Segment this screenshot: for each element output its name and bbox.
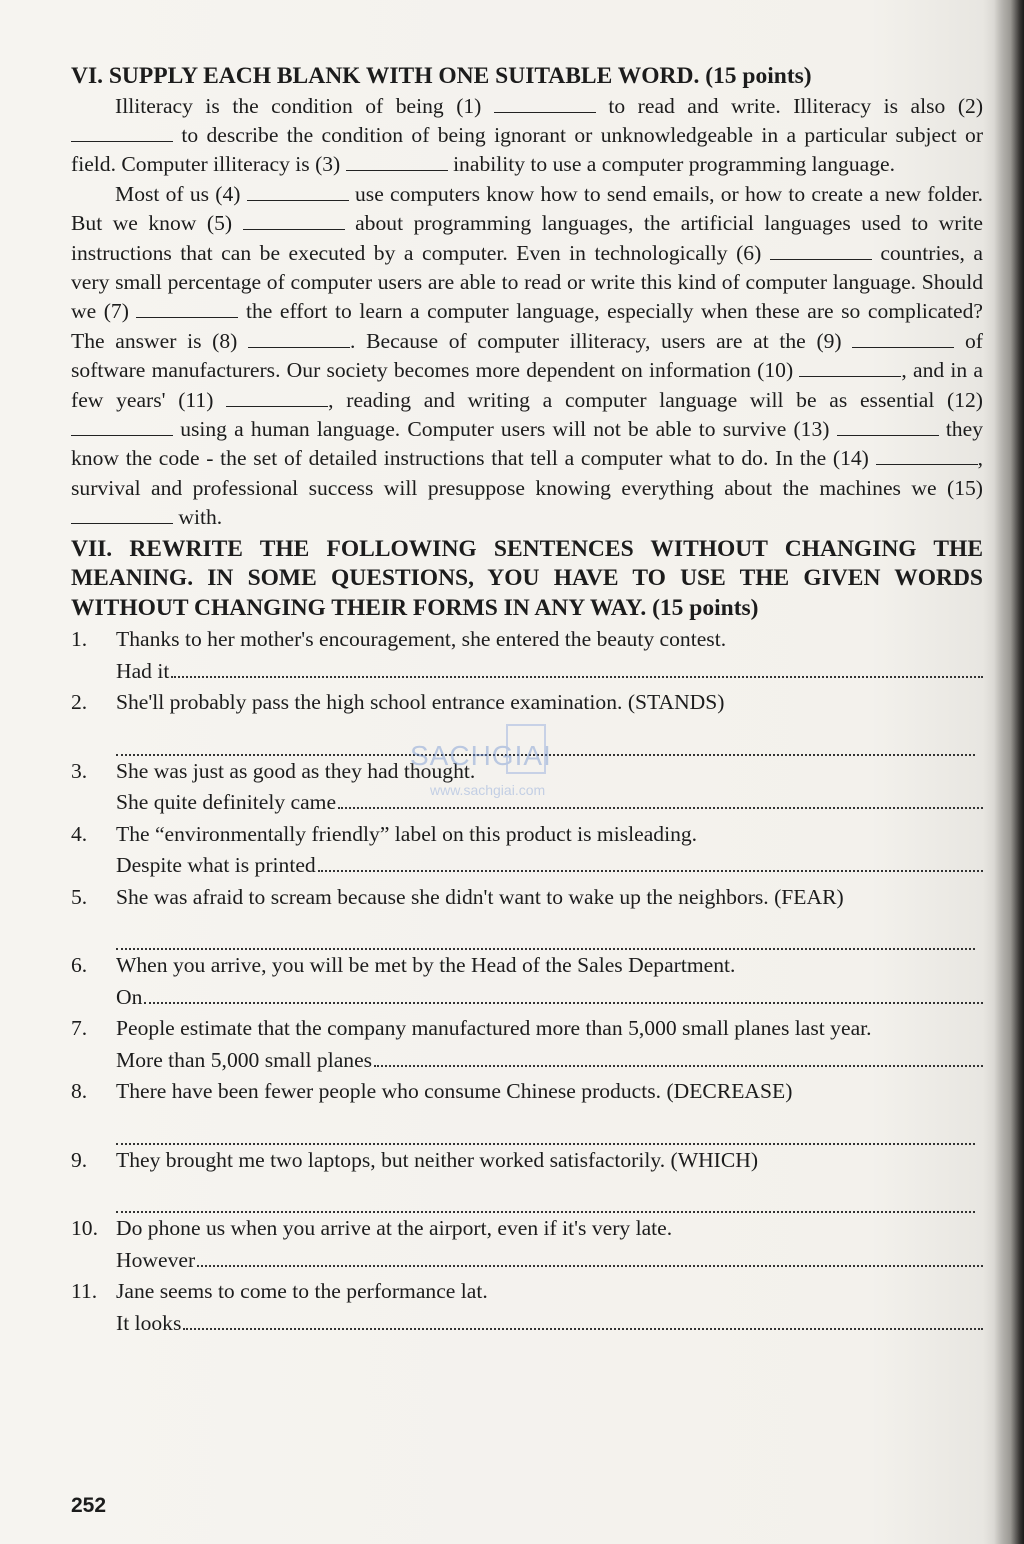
paragraph-text: use computers know how to send emails, or how to create a new folder. But we know (5) <box>71 181 984 236</box>
blank-7[interactable] <box>136 301 238 318</box>
answer-line[interactable] <box>183 1310 983 1330</box>
exercise-sentence: Jane seems to come to the performance lat. <box>116 1279 488 1304</box>
blank-4[interactable] <box>247 184 349 201</box>
exercise-number: 11. <box>71 1279 98 1304</box>
exercise-body <box>116 1276 983 1339</box>
answer-prompt: However <box>116 1247 196 1272</box>
section-7-heading: VII. REWRITE THE FOLLOWING SENTENCES WITHOUT CHANGING THE MEANING. IN SOME QUESTIONS, YOU HAVE TO USE THE GIVEN WORDS WITHOUT CHANGING THEIR FORMS IN ANY WAY. (15 points) <box>71 535 983 621</box>
paragraph-text: countries, a very small percentage of computer users are able to read or write this kind of computer language. Should we (7) <box>71 240 983 324</box>
blank-14[interactable] <box>876 448 978 465</box>
blank-12[interactable] <box>71 419 173 436</box>
paragraph-text: . Because of computer illiteracy, users are at the (9) <box>350 328 842 353</box>
exercise-body <box>116 882 983 951</box>
blank-13[interactable] <box>837 419 939 436</box>
answer-prompt: Despite what is printed <box>116 853 316 878</box>
exercise-number: 4. <box>71 821 88 846</box>
paragraph-text: inability to use a computer programming language. <box>453 152 896 177</box>
exercise-number: 2. <box>71 690 88 715</box>
paragraph-text: Most of us (4) <box>115 181 241 206</box>
exercise-body <box>116 950 983 1013</box>
paragraph-text: using a human language. Computer users will not be able to survive (13) <box>180 416 830 441</box>
exercise-item <box>71 882 983 951</box>
answer-prompt: It looks <box>116 1310 182 1335</box>
section-6-paragraph-2 <box>71 180 983 533</box>
exercise-sentence: She was just as good as they had thought. <box>116 758 476 783</box>
exercise-body <box>116 819 983 882</box>
exercise-number: 1. <box>71 627 88 652</box>
answer-line[interactable] <box>374 1047 983 1067</box>
paragraph-text: of software manufacturers. Our society becomes more dependent on information (10) <box>71 328 983 383</box>
exercise-sentence: Do phone us when you arrive at the airport, even if it's very late. <box>116 1216 673 1241</box>
exercise-body <box>116 1213 983 1276</box>
answer-line[interactable] <box>116 913 975 950</box>
blank-10[interactable] <box>799 360 901 377</box>
answer-line[interactable] <box>116 1108 975 1145</box>
paragraph-text: Illiteracy is the condition of being (1) <box>115 93 482 118</box>
exercise-item <box>71 624 983 687</box>
exercise-body <box>116 1145 983 1214</box>
exercise-number: 10. <box>71 1216 98 1241</box>
blank-2[interactable] <box>71 125 173 142</box>
section-6-heading: VI. SUPPLY EACH BLANK WITH ONE SUITABLE WORD. (15 points) <box>71 63 812 89</box>
answer-row <box>116 1308 983 1340</box>
exercise-body <box>116 624 983 687</box>
blank-8[interactable] <box>248 331 350 348</box>
blank-9[interactable] <box>852 331 954 348</box>
watermark-logo <box>410 722 620 812</box>
watermark-text: SACHGIAI <box>410 740 552 771</box>
exercise-sentence: Thanks to her mother's encouragement, she entered the beauty contest. <box>116 627 727 652</box>
page-number: 252 <box>71 1494 107 1517</box>
paragraph-text: to describe the condition of being ignorant or unknowledgeable in a particular subject or field. Computer illiteracy is (3) <box>71 122 984 177</box>
blank-15[interactable] <box>71 507 173 524</box>
watermark-url: www.sachgiai.com <box>430 782 546 798</box>
exercise-number: 3. <box>71 758 88 783</box>
answer-row <box>116 1245 983 1277</box>
exercise-item <box>71 1276 983 1339</box>
exercise-number: 8. <box>71 1079 88 1104</box>
paragraph-text: they know the code - the set of detailed instructions that tell a computer what to do. In the (14) <box>71 416 983 471</box>
exercise-sentence: People estimate that the company manufactured more than 5,000 small planes last year. <box>116 1016 872 1041</box>
paragraph-text: to read and write. Illiteracy is also (2) <box>608 93 984 118</box>
answer-prompt: On <box>116 984 143 1009</box>
exercise-number: 5. <box>71 884 88 909</box>
exercise-sentence: When you arrive, you will be met by the Head of the Sales Department. <box>116 953 736 978</box>
paragraph-text: , and in a few years' (11) <box>71 358 984 412</box>
exercise-item <box>71 1013 983 1076</box>
paragraph-text: , survival and professional success will presuppose knowing everything about the machines we (15) <box>71 446 983 500</box>
paragraph-text: , reading and writing a computer language will be as essential (12) <box>328 387 984 412</box>
page-content <box>71 62 983 1339</box>
exercise-sentence: There have been fewer people who consume Chinese products. (DECREASE) <box>116 1079 793 1104</box>
blank-11[interactable] <box>226 390 328 407</box>
exercise-item <box>71 819 983 882</box>
answer-line[interactable] <box>197 1247 983 1267</box>
exercise-sentence: The “environmentally friendly” label on this product is misleading. <box>116 821 698 846</box>
section-6-paragraph-1 <box>71 92 983 180</box>
exercise-number: 6. <box>71 953 88 978</box>
answer-line[interactable] <box>171 658 983 678</box>
exercise-item <box>71 1213 983 1276</box>
exercise-sentence: She'll probably pass the high school entrance examination. (STANDS) <box>116 690 725 715</box>
blank-6[interactable] <box>770 243 872 260</box>
exercise-body <box>116 1076 983 1145</box>
answer-line[interactable] <box>144 984 983 1004</box>
paragraph-text: with. <box>178 505 223 530</box>
answer-row <box>116 850 983 882</box>
exercise-item <box>71 1145 983 1214</box>
answer-prompt: More than 5,000 small planes <box>116 1047 373 1072</box>
paragraph-text: the effort to learn a computer language, especially when these are so complicated? The answer is (8) <box>71 299 983 353</box>
exercise-number: 9. <box>71 1147 88 1172</box>
exercise-item <box>71 950 983 1013</box>
exercise-item <box>71 1076 983 1145</box>
book-spine-shadow <box>994 0 1024 1544</box>
answer-prompt: Had it <box>116 658 170 683</box>
answer-line[interactable] <box>318 852 983 872</box>
blank-5[interactable] <box>243 213 345 230</box>
answer-row <box>116 656 983 688</box>
paragraph-text: about programming languages, the artificial languages used to write instructions that can be executed by a computer. Even in technologically (6) <box>71 211 983 265</box>
answer-line[interactable] <box>116 1176 975 1213</box>
exercise-sentence: She was afraid to scream because she didn't want to wake up the neighbors. (FEAR) <box>116 884 844 909</box>
answer-prompt: She quite definitely came <box>116 790 337 815</box>
answer-row <box>116 982 983 1014</box>
exercise-sentence: They brought me two laptops, but neither worked satisfactorily. (WHICH) <box>116 1147 759 1172</box>
blank-1[interactable] <box>494 96 596 113</box>
blank-3[interactable] <box>346 154 448 171</box>
exercise-body <box>116 1013 983 1076</box>
answer-row <box>116 1045 983 1077</box>
exercise-number: 7. <box>71 1016 88 1041</box>
